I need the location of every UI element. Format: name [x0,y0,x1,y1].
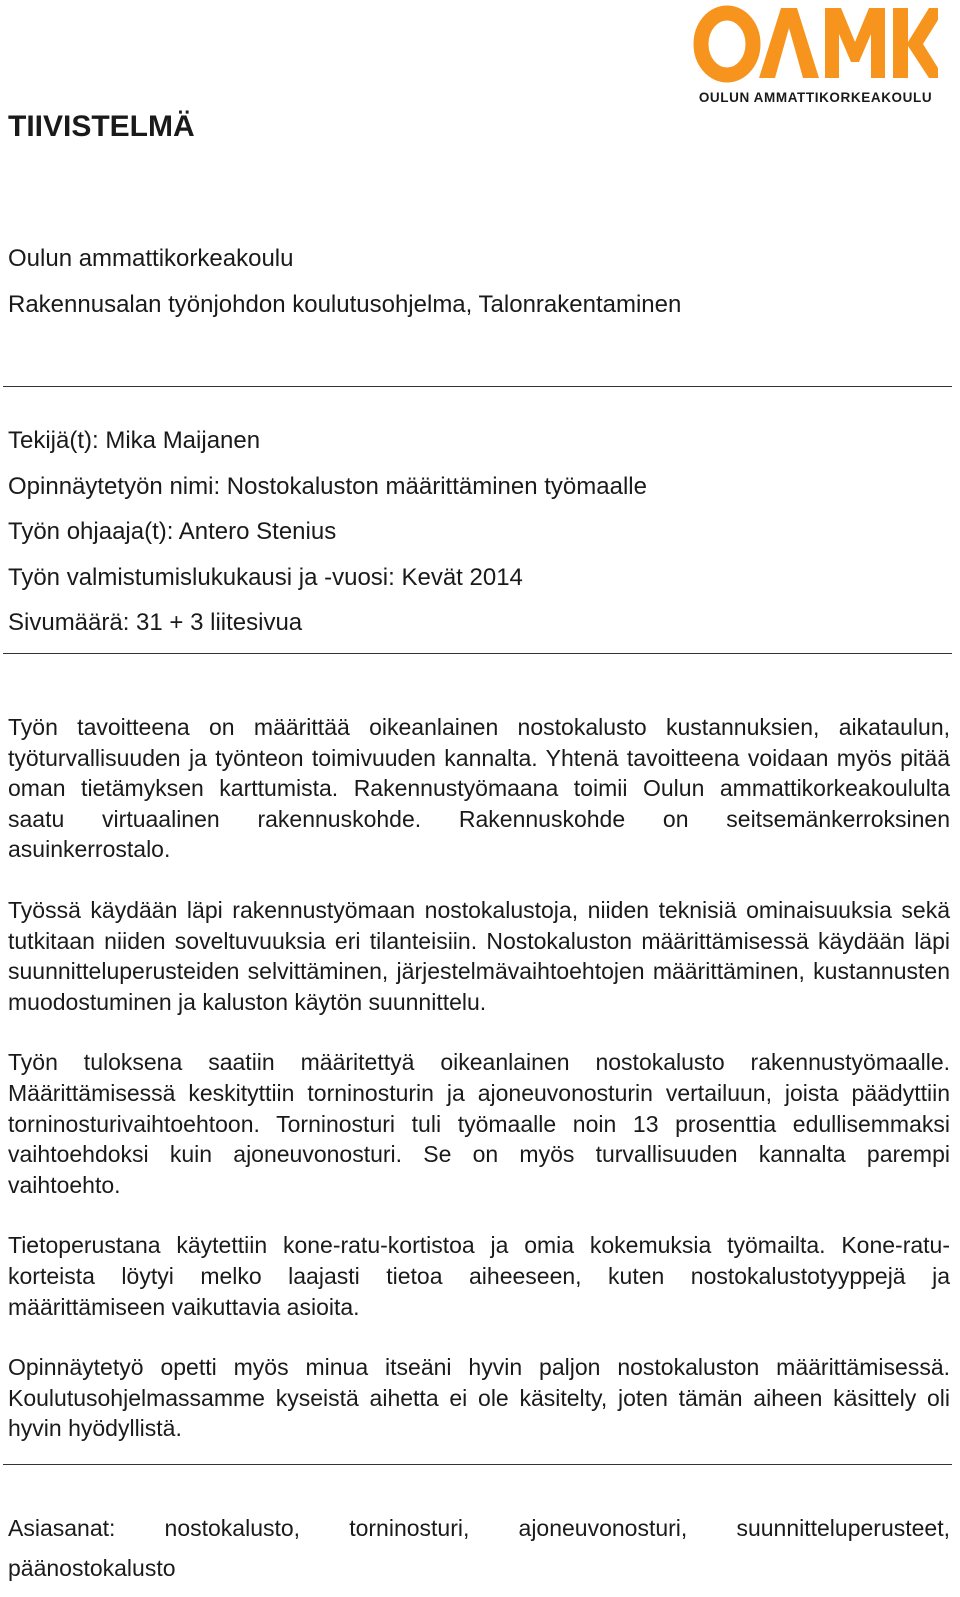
page-count-line: Sivumäärä: 31 + 3 liitesivua [8,609,303,636]
abstract-paragraph: Työssä käydään läpi rakennustyömaan nostokalustoja, niiden teknisiä ominaisuuksia sekä tutkitaan niiden soveltuvuuksia eri tilanteisiin. Nostokaluston määrittämisessä käydään läpi suunnitteluperusteiden selvittäminen, järjestelmävaihtoehtojen määrittäminen, kustannusten muodostuminen ja kaluston käytön suunnittelu. [8,896,950,1015]
abstract-paragraph: Tietoperustana käytettiin kone-ratu-kortistoa ja omia kokemuksia työmailta. Kone-ratu-korteista löytyi melko laajasti tietoa aiheeseen, kuten nostokalustotyyppejä ja määrittämiseen vaikuttavia asioita. [8,1232,950,1320]
abstract-paragraph: Työn tavoitteena on määrittää oikeanlainen nostokalusto kustannuksien, aikataulun, työturvallisuuden ja työnteon toimivuuden kannalta. Yhtenä tavoitteena voidaan myös pitää oman tietämyksen karttumista. Rakennustyömaana toimii Oulun ammattikorkeakoululta saatu virtuaalinen rakennuskohde. Rakennuskohde on seitsemänkerroksinen asuinkerrostalo. [8,714,950,863]
divider-bottom [3,1464,952,1465]
thesis-title-line: Opinnäytetyön nimi: Nostokaluston määrittäminen työmaalle [8,473,647,500]
page-title: TIIVISTELMÄ [8,110,195,143]
oamk-logo [693,4,938,108]
institution-name: Oulun ammattikorkeakoulu [8,245,294,272]
abstract-paragraph: Työn tuloksena saatiin määritettyä oikeanlainen nostokalusto rakennustyömaalle. Määrittämisessä keskityttiin torninosturin ja ajoneuvonosturin vertailuun, joista päädyttiin torninosturivaihtoehtoon. Torninosturi tuli työmaalle noin 13 prosenttia edullisemmaksi vaihtoehdoksi kuin ajoneuvonosturi. Se on myös turvallisuuden kannalta parempi vaihtoehto. [8,1049,950,1198]
completion-line: Työn valmistumislukukausi ja -vuosi: Kevät 2014 [8,564,523,591]
degree-programme: Rakennusalan työnjohdon koulutusohjelma, Talonrakentaminen [8,291,682,318]
supervisor-line: Työn ohjaaja(t): Antero Stenius [8,518,337,545]
abstract-paragraph: Opinnäytetyö opetti myös minua itseäni hyvin paljon nostokaluston määrittämisessä. Koulutusohjelmassamme kyseistä aihetta ei ole käsitelty, joten tämän aiheen käsittely oli hyvin hyödyllistä. [8,1354,950,1442]
abstract-body [8,712,950,1474]
keywords-line: Asiasanat: nostokalusto, torninosturi, ajoneuvonosturi, suunnitteluperusteet, päänostokalusto [8,1515,950,1581]
logo-caption: OULUN AMMATTIKORKEAKOULU [698,90,933,105]
divider-top [3,386,952,387]
divider-middle [3,653,952,654]
oamk-logo-mark [693,4,938,84]
author-line: Tekijä(t): Mika Maijanen [8,427,261,454]
